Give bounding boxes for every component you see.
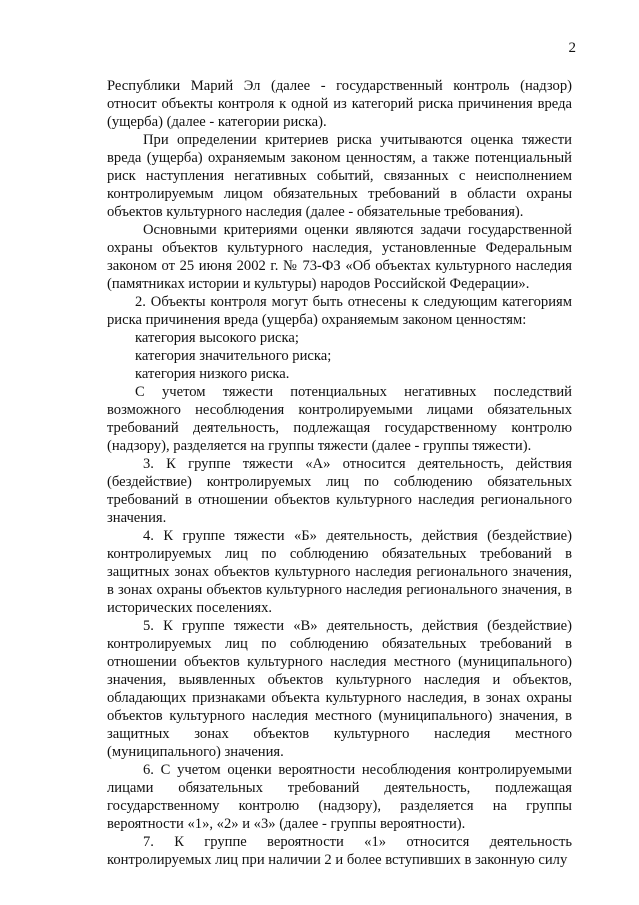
paragraph: 2. Объекты контроля могут быть отнесены к следующим категориям риска причинения вреда (ущерба) охраняемым законом ценностям: — [107, 294, 572, 328]
page-number: 2 — [568, 40, 576, 56]
paragraph: 6. С учетом оценки вероятности несоблюдения контролируемыми лицами обязательных требований деятельность, подлежащая государственному контролю (надзору), разделяется на группы вероятности «1», «2» и «3» (далее - группы вероятности). — [107, 762, 572, 832]
list-item: категория значительного риска; — [135, 348, 332, 364]
paragraph: При определении критериев риска учитываются оценка тяжести вреда (ущерба) охраняемым законом ценностям, а также потенциальный риск наступления негативных событий, связанных с неисполнением контролируемым лицом обязательных требований в области охраны объектов культурного наследия (далее - обязательные требования). — [107, 132, 572, 220]
list-item: категория высокого риска; — [135, 330, 299, 346]
list-item: категория низкого риска. — [135, 366, 290, 382]
paragraph: Республики Марий Эл (далее - государственный контроль (надзор) относит объекты контроля к одной из категорий риска причинения вреда (ущерба) (далее - категории риска). — [107, 78, 572, 130]
paragraph: 5. К группе тяжести «В» деятельность, действия (бездействие) контролируемых лиц по соблюдению обязательных требований в отношении объектов культурного наследия местного (муниципального) значения, выявленных объектов культурного наследия и объектов, обладающих признаками объекта культурного наследия, в зонах охраны объектов культурного наследия местного (муниципального) значения, в защитных зонах объектов культурного наследия местного (муниципального) значения. — [107, 618, 572, 760]
paragraph: С учетом тяжести потенциальных негативных последствий возможного несоблюдения контролируемыми лицами обязательных требований деятельность, подлежащая государственному контролю (надзору), разделяется на группы тяжести (далее - группы тяжести). — [107, 384, 572, 454]
paragraph: Основными критериями оценки являются задачи государственной охраны объектов культурного наследия, установленные Федеральным законом от 25 июня 2002 г. № 73-ФЗ «Об объектах культурного наследия (памятниках истории и культуры) народов Российской Федерации». — [107, 222, 572, 292]
paragraph: 4. К группе тяжести «Б» деятельность, действия (бездействие) контролируемых лиц по соблюдению обязательных требований в защитных зонах объектов культурного наследия регионального значения, в зонах охраны объектов культурного наследия регионального значения, в исторических поселениях. — [107, 528, 572, 616]
document-body — [107, 77, 572, 869]
paragraph: 3. К группе тяжести «А» относится деятельность, действия (бездействие) контролируемых лиц по соблюдению обязательных требований в отношении объектов культурного наследия регионального значения. — [107, 456, 572, 526]
paragraph: 7. К группе вероятности «1» относится деятельность контролируемых лиц при наличии 2 и более вступивших в законную силу — [107, 834, 572, 868]
